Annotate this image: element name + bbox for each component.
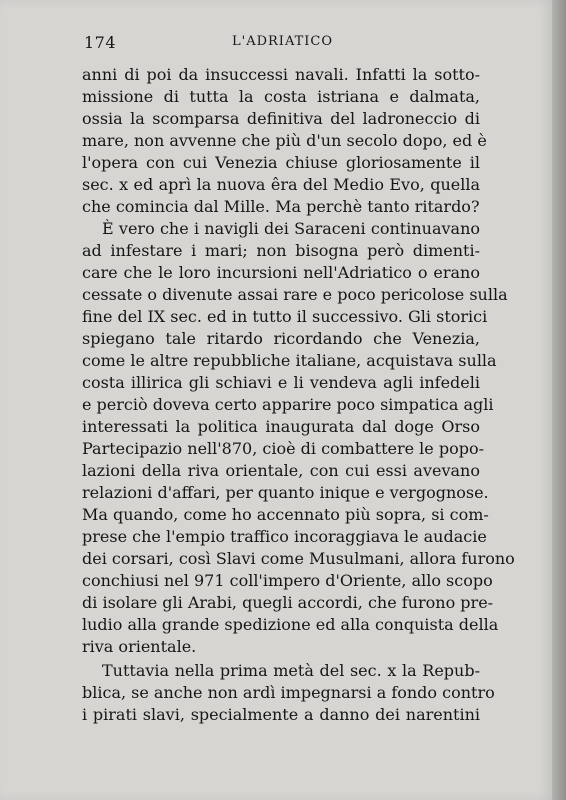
text-line: anni di poi da insuccessi navali. Infatti la sotto- [82,65,480,84]
running-title: L'ADRIATICO [232,34,334,49]
text-line: conchiusi nel 971 coll'impero d'Oriente, allo scopo [82,571,493,590]
text-line: spiegano tale ritardo ricordando che Venezia, [82,329,480,348]
text-line: interessati la politica inaugurata dal doge Orso [82,417,480,436]
text-line: blica, se anche non ardì impegnarsi a fondo contro [82,683,495,702]
text-line: riva orientale. [82,637,197,656]
text-line: dei corsari, così Slavi come Musulmani, allora furono [82,549,515,568]
page-number: 174 [84,33,117,52]
page-header [84,33,476,53]
text-line: fine del IX sec. ed in tutto il successivo. Gli storici [82,307,488,326]
text-line: missione di tutta la costa istriana e dalmata, [82,87,480,106]
text-line: ossia la scomparsa definitiva del ladroneccio di [82,109,480,128]
text-line: prese che l'empio traffico incoraggiava le audacie [82,527,487,546]
text-line: cessate o divenute assai rare e poco pericolose sulla [82,285,508,304]
text-line: sec. x ed aprì la nuova êra del Medio Evo, quella [82,175,480,194]
text-line: come le altre repubbliche italiane, acquistava sulla [82,351,497,370]
text-line: È vero che i navigli dei Saraceni continuavano [102,219,480,238]
text-line: Partecipazio nell'870, cioè di combattere le popo- [82,439,484,458]
text-line: che comincia dal Mille. Ma perchè tanto ritardo? [82,197,480,216]
text-line: relazioni d'affari, per quanto inique e vergognose. [82,483,489,502]
text-line: l'opera con cui Venezia chiuse gloriosamente il [82,153,480,172]
text-line: mare, non avvenne che più d'un secolo dopo, ed è [82,131,487,150]
text-line: costa illirica gli schiavi e li vendeva agli infedeli [82,373,480,392]
text-line: di isolare gli Arabi, quegli accordi, che furono pre- [82,593,494,612]
text-line: Tuttavia nella prima metà del sec. x la Repub- [102,661,480,680]
text-line: Ma quando, come ho accennato più sopra, si com- [82,505,489,524]
text-line: i pirati slavi, specialmente a danno dei narentini [82,705,480,724]
text-line: ad infestare i mari; non bisogna però dimenti- [82,241,480,260]
text-line: ludio alla grande spedizione ed alla conquista della [82,615,499,634]
page-edge-shadow [552,0,566,800]
text-line: care che le loro incursioni nell'Adriatico o erano [82,263,480,282]
text-line: e perciò doveva certo apparire poco simpatica agli [82,395,494,414]
text-line: lazioni della riva orientale, con cui essi avevano [82,461,480,480]
